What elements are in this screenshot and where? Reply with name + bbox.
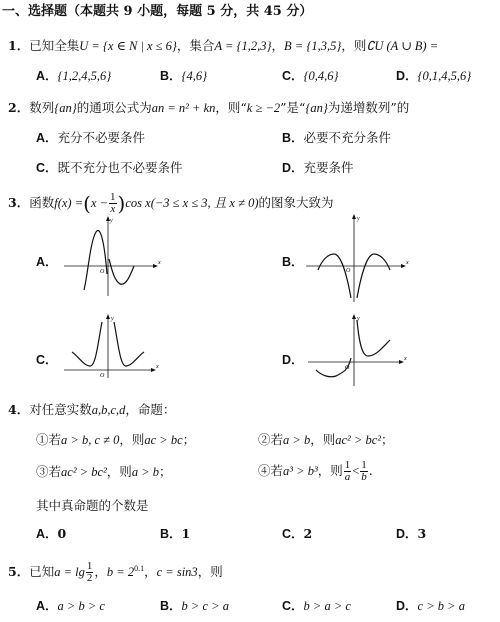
option-text: b > c > a bbox=[181, 599, 229, 613]
option-label: D． bbox=[396, 69, 418, 83]
sequence: {an} bbox=[305, 101, 328, 115]
cos-term: cos x(−3 ≤ x ≤ 3, 且 x ≠ 0) bbox=[125, 196, 259, 210]
option-text: 1 bbox=[181, 526, 191, 541]
option-text: 2 bbox=[303, 526, 313, 541]
q1-text: 已知全集 bbox=[29, 38, 80, 53]
q2-option-b[interactable] bbox=[282, 130, 391, 146]
q2-text: ，则“ bbox=[215, 100, 247, 115]
option-label: D． bbox=[282, 161, 304, 175]
question-number: 3． bbox=[8, 195, 30, 210]
section-title: 一、选择题（本题共 9 小题，每题 5 分，共 45 分） bbox=[2, 4, 313, 19]
proposition-2: ②若a > b，则ac² > bc²； bbox=[258, 432, 394, 447]
q2-option-c[interactable] bbox=[36, 160, 183, 176]
option-text: b > a > c bbox=[303, 599, 351, 613]
fraction-1-over-a: $\frac{1}{a}$ bbox=[344, 459, 351, 483]
option-label: A． bbox=[36, 255, 58, 269]
sequence: {an} bbox=[54, 101, 77, 115]
q3-option-c[interactable] bbox=[36, 352, 58, 368]
exponent: 0.1 bbox=[134, 564, 145, 573]
function-name: f(x) = bbox=[54, 196, 84, 210]
option-text: 必要不充分条件 bbox=[303, 130, 392, 145]
paren-close: ) bbox=[117, 191, 126, 216]
graph-d bbox=[304, 312, 412, 388]
q4-option-a[interactable] bbox=[36, 526, 66, 542]
graph-a bbox=[64, 214, 164, 298]
option-label: D． bbox=[396, 527, 418, 541]
question-1-stem bbox=[8, 38, 438, 54]
option-text: 充要条件 bbox=[303, 160, 354, 175]
option-label: A． bbox=[36, 527, 58, 541]
variables: a,b,c,d bbox=[91, 403, 126, 417]
q3-option-d[interactable] bbox=[282, 352, 304, 368]
set-a: A = {1,2,3} bbox=[214, 39, 272, 53]
q5-option-a[interactable] bbox=[36, 598, 105, 614]
q4-text: ，命题： bbox=[125, 402, 176, 417]
set-b: B = {1,3,5} bbox=[284, 39, 342, 53]
q2-text: 的通项公式为 bbox=[76, 100, 152, 115]
svg-text:x: x bbox=[158, 260, 161, 266]
option-text: {0,1,4,5,6} bbox=[417, 69, 472, 83]
var-a: a = lg bbox=[54, 565, 85, 580]
option-label: B． bbox=[160, 599, 182, 613]
condition: k ≥ −2 bbox=[246, 101, 281, 115]
option-label: D． bbox=[396, 599, 418, 613]
q1-option-b[interactable] bbox=[160, 68, 207, 84]
proposition-3: ③若ac² > bc²，则a > b； bbox=[36, 464, 172, 479]
option-text: {1,2,4,5,6} bbox=[57, 69, 112, 83]
proposition-4: ④若a³ > b³，则 $\frac{1}{a}$ < $\frac{1}{b}$ . bbox=[258, 459, 373, 483]
q4-option-b[interactable] bbox=[160, 526, 190, 542]
option-label: A． bbox=[36, 69, 58, 83]
fraction-1-over-b: $\frac{1}{b}$ bbox=[361, 459, 367, 483]
graph-c bbox=[62, 312, 162, 380]
option-label: C． bbox=[282, 599, 304, 613]
option-text: 0 bbox=[57, 526, 67, 541]
svg-text:y: y bbox=[357, 216, 360, 222]
var-b: b = 2 bbox=[106, 565, 135, 580]
fraction-one-over-x: $\frac{1}{x}$ bbox=[110, 191, 116, 215]
question-number: 1． bbox=[8, 38, 30, 53]
q3-option-b[interactable] bbox=[282, 254, 304, 270]
q1-text: ，集合 bbox=[176, 38, 215, 53]
paren-open: ( bbox=[83, 191, 91, 216]
q1-option-a[interactable] bbox=[36, 68, 111, 84]
q2-option-d[interactable] bbox=[282, 160, 354, 176]
q4-option-c[interactable] bbox=[282, 526, 312, 542]
option-label: B． bbox=[282, 131, 304, 145]
q5-option-d[interactable] bbox=[396, 598, 465, 614]
svg-text:x: x bbox=[406, 260, 409, 266]
option-text: 既不充分也不必要条件 bbox=[57, 160, 183, 175]
option-text: c > b > a bbox=[417, 599, 465, 613]
option-label: B． bbox=[160, 69, 182, 83]
option-text: a > b > c bbox=[57, 599, 105, 613]
option-label: C． bbox=[282, 527, 304, 541]
q4-text: 对任意实数 bbox=[29, 402, 92, 417]
svg-text:x: x bbox=[156, 364, 159, 370]
svg-text:y: y bbox=[111, 316, 114, 322]
option-text: {0,4,6} bbox=[303, 69, 339, 83]
q5-option-b[interactable] bbox=[160, 598, 229, 614]
q1-option-d[interactable] bbox=[396, 68, 471, 84]
question-3-stem bbox=[8, 190, 334, 217]
question-2-stem bbox=[8, 100, 409, 116]
question-4-stem bbox=[8, 402, 175, 418]
svg-text:y: y bbox=[110, 218, 113, 224]
question-number: 5． bbox=[8, 564, 30, 580]
option-text: 3 bbox=[417, 526, 427, 541]
question-number: 4． bbox=[8, 402, 30, 417]
q4-option-d[interactable] bbox=[396, 526, 426, 542]
proposition-1: ①若a > b, c ≠ 0，则ac > bc； bbox=[36, 432, 196, 447]
option-label: A． bbox=[36, 599, 58, 613]
q1-text: ，则 bbox=[341, 38, 367, 53]
svg-text:O: O bbox=[346, 268, 351, 274]
q1-sep: ， bbox=[271, 38, 285, 53]
q5-option-c[interactable] bbox=[282, 598, 351, 614]
question-number: 2． bbox=[8, 100, 30, 115]
q4-subquestion: 其中真命题的个数是 bbox=[36, 498, 149, 513]
svg-text:O: O bbox=[100, 373, 105, 379]
q2-text: 数列 bbox=[29, 100, 55, 115]
option-text: 充分不必要条件 bbox=[57, 130, 146, 145]
option-label: C． bbox=[282, 69, 304, 83]
svg-text:x: x bbox=[404, 356, 407, 362]
q2-text: 为递增数列”的 bbox=[327, 100, 410, 115]
q3-text: 的图象大致为 bbox=[258, 195, 334, 210]
svg-text:y: y bbox=[357, 316, 360, 322]
svg-text:O: O bbox=[345, 365, 350, 371]
graph-b bbox=[304, 212, 412, 304]
complement-expr: ∁U (A ∪ B) = bbox=[366, 39, 439, 53]
question-5-stem: 5．已知a = lg $\frac{1}{2}$ ，$b = 2^{0.1}$，c = sin3，则 bbox=[8, 560, 223, 585]
q1-option-c[interactable] bbox=[282, 68, 339, 84]
fraction-1-over-2: $\frac{1}{2}$ bbox=[86, 560, 93, 585]
q2-option-a[interactable] bbox=[36, 130, 145, 146]
option-label: A． bbox=[36, 131, 58, 145]
option-label: C． bbox=[36, 161, 58, 175]
q2-text: ”是“ bbox=[280, 100, 306, 115]
var-c: c = sin3 bbox=[156, 565, 198, 580]
option-label: B． bbox=[160, 527, 182, 541]
q3-text: 函数 bbox=[29, 195, 55, 210]
option-text: {4,6} bbox=[181, 69, 208, 83]
q3-option-a[interactable] bbox=[36, 254, 58, 270]
option-label: B． bbox=[282, 255, 304, 269]
set-u: U = {x ∈ N | x ≤ 6} bbox=[79, 39, 177, 53]
option-label: D． bbox=[282, 353, 304, 367]
function-term: x − bbox=[90, 196, 109, 210]
option-label: C． bbox=[36, 353, 58, 367]
svg-text:O: O bbox=[100, 269, 105, 275]
formula: an = n² + kn bbox=[151, 101, 216, 115]
